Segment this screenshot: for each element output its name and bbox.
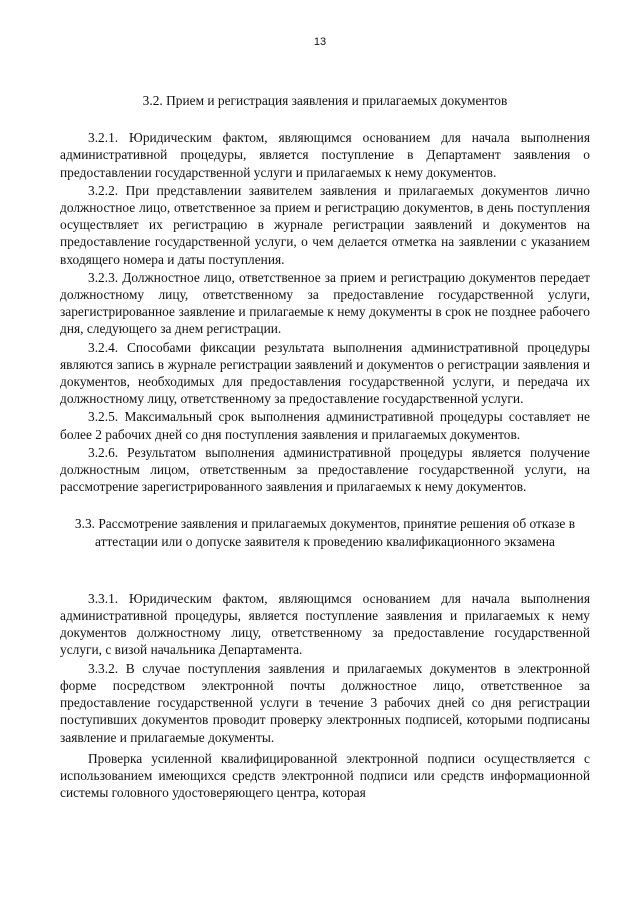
paragraph-3-2-6: 3.2.6. Результатом выполнения административной процедуры является получение должностным лицом, ответственным за предоставление государственной услуги, на рассмотрение зарегистрированного заявления и прилагаемых к нему документов. <box>60 444 590 495</box>
paragraph-3-2-3: 3.2.3. Должностное лицо, ответственное за прием и регистрацию документов передает должностному лицу, ответственному за предоставление государственной услуги, зарегистрированное заявление и прилагаемые к нему документы в срок не позднее рабочего дня, следующего за днем регистрации. <box>60 269 590 337</box>
paragraph-3-3-1: 3.3.1. Юридическим фактом, являющимся основанием для начала выполнения административной процедуры, является поступление заявления и прилагаемых к нему документов должностному лицу, ответственному за предоставление государственной услуги, с визой начальника Департамента. <box>60 590 590 658</box>
paragraph-3-2-5: 3.2.5. Максимальный срок выполнения административной процедуры составляет не более 2 рабочих дней со дня поступления заявления и прилагаемых документов. <box>60 409 590 442</box>
section-heading-3-2: 3.2. Прием и регистрация заявления и прилагаемых документов <box>142 93 508 108</box>
paragraph-3-2-1: 3.2.1. Юридическим фактом, являющимся основанием для начала выполнения административной процедуры, является поступление в Департамент заявления о предоставлении государственной услуги и прилагаемых к нему документов. <box>60 130 590 180</box>
section-heading-3-3: 3.3. Рассмотрение заявления и прилагаемых документов, принятие решения об отказе в аттестации или о допуске заявителя к проведению квалификационного экзамена <box>74 516 576 549</box>
page-number: 13 <box>313 36 327 48</box>
paragraph-signature-check: Проверка усиленной квалифицированной электронной подписи осуществляется с использованием имеющихся средств электронной подписи или средств информационной системы головного удостоверяющего центра, которая <box>60 750 590 801</box>
paragraph-3-2-4: 3.2.4. Способами фиксации результата выполнения административной процедуры являются запись в журнале регистрации заявлений и документов о регистрации заявления и документов, необходимых для предоставления государственной услуги, и передача их должностному лицу, ответственному за предоставление государственной услуги. <box>60 339 590 407</box>
paragraph-3-3-2: 3.3.2. В случае поступления заявления и прилагаемых документов в электронной форме посредством электронной почты должностное лицо, ответственное за предоставление государственной услуги в течение 3 рабочих дней со дня регистрации поступивших документов проводит проверку электронных подписей, которыми подписаны заявление и прилагаемые документы. <box>60 660 590 745</box>
document-body <box>60 92 590 802</box>
paragraph-3-2-2: 3.2.2. При представлении заявителем заявления и прилагаемых документов лично должностное лицо, ответственное за прием и регистрацию документов, в день поступления осуществляет их регистрацию в журнале регистрации заявлений и документов на предоставление государственной услуги, о чем делается отметка на заявлении с указанием входящего номера и даты поступления. <box>60 182 590 267</box>
